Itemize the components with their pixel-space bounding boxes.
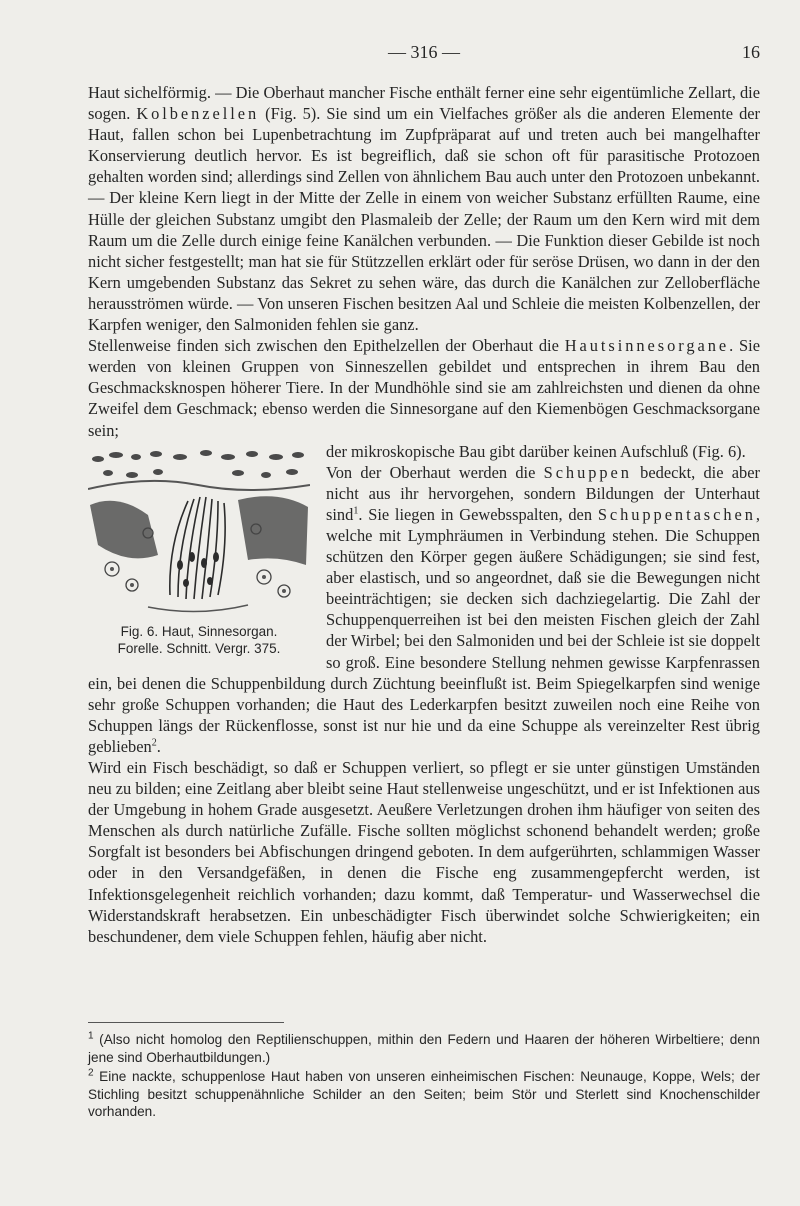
term-schuppentaschen: Schuppentaschen (597, 504, 756, 524)
footnote-divider (88, 1022, 284, 1023)
footnote-ref-1: 1 (353, 505, 359, 517)
body-text (88, 82, 760, 947)
paragraph-kolbenzellen: Haut sichelförmig. — Die Oberhaut mancher Fische enthält ferner eine sehr eigentümliche Zellart, die sogen. Kolbenzellen (Fig. 5). Sie sind um ein Vielfaches größer als die anderen Elemente der Haut, fallen schon bei Lupenbetrachtung im Zupfpräparat auf und treten auch bei mangelhafter Konservierung deutlich hervor. Es ist begreiflich, daß sie schon oft für parasitische Protozoen gehalten worden sind; allerdings sind Zellen von ähnlichem Bau auch unter den Protozoen unbekannt. — Der kleine Kern liegt in der Mitte der Zelle in einem von weicher Substanz erfüllten Raume, eine Hülle der gleichen Substanz umgibt den Plasmaleib der Zelle; der Raum um den Kern wird mit dem Raum um die Zelle durch einige feine Kanälchen verbunden. — Die Funktion dieser Gebilde ist noch nicht sicher festgestellt; man hat sie für Stützzellen erklärt oder für seröse Drüsen, wo dann in der den Kern umgebenden Substanz das Sekret zu sehen wäre, das durch die Kanälchen zur Zelloberfläche herausströmen würde. — Von unseren Fischen besitzen Aal und Schleie die meisten Kolbenzellen, der Karpfen weniger, den Salmoniden fehlen sie ganz. (88, 83, 761, 335)
signature-mark: 16 (742, 42, 760, 62)
term-kolbenzellen: Kolbenzellen (136, 104, 260, 124)
figure-6 (88, 445, 310, 657)
term-schuppen: Schuppen (543, 462, 632, 482)
skin-section-illustration (88, 445, 310, 617)
footnotes (88, 1031, 760, 1123)
paragraph-hautsinnesorgane: Stellenweise finden sich zwischen den Epithelzellen der Oberhaut die Hautsinnesorgane. Sie werden von kleinen Gruppen von Sinneszellen gebildet und entsprechen in ihrem Bau den Geschmacksknospen höherer Tiere. In der Mundhöhle sind sie am zahlreichsten und dienen da ohne Zweifel dem Geschmack; ebenso werden die Sinnesorgane auf den Kiemenbögen Geschmacksorgane sein; (88, 336, 760, 440)
paragraph-beschaedigung: Wird ein Fisch beschädigt, so daß er Schuppen verliert, so pflegt er sie unter günstigen Umständen neu zu bilden; eine Zeitlang aber bleibt seine Haut stellenweise ungeschützt, und er ist Infektionen aus der Umgebung in hohem Grade ausgesetzt. Aeußere Verletzungen drohen ihm häufiger von seiten des Menschen als durch natürliche Zufälle. Fische sollten möglichst schonend behandelt werden; große Sorgfalt ist besonders bei Abfischungen dringend geboten. In dem aufgerührten, schlammigen Wasser oder in den Versandgefäßen, in denen die Fische eng zusammengepfercht werden, ist Infektionsgelegenheit reichlich vorhanden; dazu kommt, daß Temperatur- und Wasserwechsel die Widerstandskraft herabsetzen. Ein unbeschädigter Fisch überwindet solche Schwierigkeiten; ein beschundener, dem viele Schuppen fehlen, häufig aber nicht. (88, 758, 760, 946)
paragraph-schuppen: Von der Oberhaut werden die Schuppen bedeckt, die aber nicht aus ihr hervorgehen, sondern Bildungen der Unterhaut sind$^1$. Sie liegen in Gewebsspalten, den Schuppentaschen, welche mit Lymphräumen in Verbindung stehen. Die Schuppen schützen den Körper gegen äußere Schädigungen; sie sind fest, aber elastisch, und so angeordnet, daß sie die Bewegungen nicht beeinträchtigen; sie decken sich dachziegelartig. Die Zahl der Schuppenquerreihen ist bei den meisten Fischen gleich der Zahl der Wirbel; bei den Salmoniden und bei der Schleie ist sie doppelt so groß. Eine besondere Stellung nehmen gewisse Karpfenrassen ein, bei denen die Schuppenbildung durch Züchtung beeinflußt ist. Beim Spiegelkarpfen sind wenige sehr große Schuppen vorhanden; die Haut des Lederkarpfen besitzt zuweilen noch eine Reihe von Schuppen längs der Rückenflosse, sonst ist nur hie und da eine Schuppe als vereinzelter Rest übrig geblieben$^2$. (88, 462, 760, 756)
page-number: — 316 — (388, 42, 460, 62)
footnote-1: $^1$ (Also nicht homolog den Reptilienschuppen, mithin den Federn und Haaren der höheren Wirbeltiere; denn jene sind Oberhautbildungen.) (88, 1030, 760, 1065)
term-hautsinnesorgane: Hautsinnesorgane (564, 336, 730, 356)
footnote-ref-2: 2 (151, 737, 157, 749)
figure-caption: Fig. 6. Haut, Sinnesorgan. Forelle. Schnitt. Vergr. 375. (117, 623, 281, 656)
paragraph-aufschluss: der mikroskopische Bau gibt darüber keinen Aufschluß (Fig. 6). (326, 441, 746, 461)
page-header (88, 42, 760, 68)
footnote-2: $^2$ Eine nackte, schuppenlose Haut haben von unseren einheimischen Fischen: Neunauge, Koppe, Wels; der Stichling besitzt schuppenähnliche Schilder an den Seiten; beim Stör und Sterlett sind Knochenschilder vorhanden. (88, 1067, 760, 1119)
